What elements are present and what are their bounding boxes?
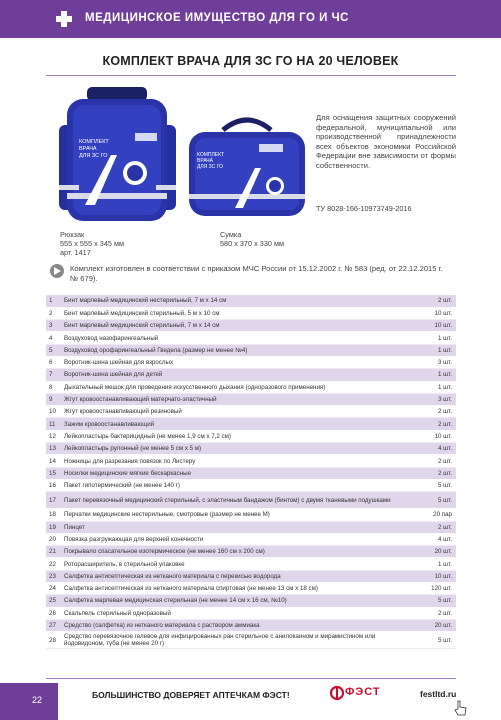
website-link[interactable]: festltd.ru [420, 689, 457, 699]
item-name: Воздуховод орофарингеальный Гведела (размер не менее №4) [60, 344, 406, 356]
item-quantity: 2 шт. [406, 521, 456, 533]
backpack-dims: 555 х 555 х 345 мм [60, 239, 124, 248]
backpack-caption [60, 230, 124, 257]
item-name: Скальпель стерильный одноразовый [60, 607, 406, 619]
item-number: 17 [46, 492, 60, 509]
table-row [46, 356, 456, 368]
table-row [46, 558, 456, 570]
item-quantity: 1 шт. [406, 558, 456, 570]
table-row [46, 583, 456, 595]
item-number: 9 [46, 393, 60, 405]
item-quantity: 3 шт. [406, 393, 456, 405]
item-quantity: 20 пар [406, 509, 456, 521]
item-number: 14 [46, 455, 60, 467]
item-quantity: 10 шт. [406, 430, 456, 442]
logo-text: ФЭСТ [345, 686, 381, 698]
table-row [46, 492, 456, 509]
item-quantity: 10 шт. [406, 320, 456, 332]
item-quantity: 1 шт. [406, 344, 456, 356]
backpack-print-line1: КОМПЛЕКТ [79, 139, 109, 145]
item-number: 16 [46, 479, 60, 491]
table-row [46, 533, 456, 545]
item-quantity: 2 шт. [406, 406, 456, 418]
description: Для оснащения защитных сооружений федеральной, муниципальной или производственной принадлежности всех объектов экономики Российской Федерации вне зависимости от формы собственности. [316, 113, 456, 170]
table-row [46, 369, 456, 381]
table-row [46, 455, 456, 467]
item-number: 15 [46, 467, 60, 479]
item-number: 28 [46, 632, 60, 649]
item-quantity: 4 шт. [406, 443, 456, 455]
page-number: 22 [32, 695, 43, 705]
table-row [46, 295, 456, 307]
duffel-bag-image [183, 110, 311, 220]
item-name: Пакет перевязочный медицинский стерильный, с эластичным бандажом (бинтом) с двумя тканевыми подушками [60, 492, 406, 509]
backpack-article: арт. 1417 [60, 248, 91, 257]
item-quantity: 10 шт. [406, 307, 456, 319]
hand-cursor-icon [454, 700, 468, 716]
item-name: Повязка разгружающая для верхней конечности [60, 533, 406, 545]
item-name: Салфетка марлевая медицинская стерильная (не менее 14 см х 16 см, №10) [60, 595, 406, 607]
table-row [46, 307, 456, 319]
item-name: Жгут кровоостанавливающий резиновый [60, 406, 406, 418]
table-row [46, 332, 456, 344]
bag-print-line3: ДЛЯ ЗС ГО [197, 164, 223, 170]
item-number: 25 [46, 595, 60, 607]
item-name: Перчатки медицинские нестерильные, смотровые (размер не менее М) [60, 509, 406, 521]
table-row [46, 393, 456, 405]
arrow-right-icon [50, 264, 64, 278]
table-row [46, 546, 456, 558]
item-number: 23 [46, 570, 60, 582]
table-row [46, 521, 456, 533]
table-row [46, 320, 456, 332]
item-number: 12 [46, 430, 60, 442]
item-number: 20 [46, 533, 60, 545]
section-header [0, 0, 501, 38]
item-name: Воротник-шина шейная для детей [60, 369, 406, 381]
item-quantity: 10 шт. [406, 570, 456, 582]
item-name: Ножницы для разрезания повязок по Листеру [60, 455, 406, 467]
item-number: 8 [46, 381, 60, 393]
table-row [46, 406, 456, 418]
item-name: Лейкопластырь бактерицидный (не менее 1,9 см х 7,2 см) [60, 430, 406, 442]
item-name: Средство перевязочное гелевое для инфицированных ран стерильное с анилокаином и мирамистином или йодовидоном, туба (не менее 20 г) [60, 632, 406, 649]
item-number: 2 [46, 307, 60, 319]
item-quantity: 2 шт. [406, 607, 456, 619]
backpack-print-line2: ВРАЧА [79, 146, 97, 152]
item-quantity: 3 шт. [406, 356, 456, 368]
item-name: Жгут кровоостанавливающий матерчато-эластичный [60, 393, 406, 405]
item-quantity: 2 шт. [406, 455, 456, 467]
item-name: Бинт марлевый медицинский нестерильный, 7 м х 14 см [60, 295, 406, 307]
item-number: 4 [46, 332, 60, 344]
item-number: 13 [46, 443, 60, 455]
item-number: 24 [46, 583, 60, 595]
item-name: Салфетка антисептическая из нетканого материала с перекисью водорода [60, 570, 406, 582]
item-number: 11 [46, 418, 60, 430]
item-quantity: 1 шт. [406, 369, 456, 381]
section-title: МЕДИЦИНСКОЕ ИМУЩЕСТВО ДЛЯ ГО И ЧС [85, 12, 349, 24]
item-name: Пакет гипотермический (не менее 140 г) [60, 479, 406, 491]
item-name: Воротник-шина шейная для взрослых [60, 356, 406, 368]
item-name: Покрывало спасательное изотермическое (не менее 160 см х 200 см) [60, 546, 406, 558]
item-quantity: 5 шт. [406, 632, 456, 649]
table-row [46, 418, 456, 430]
table-row [46, 467, 456, 479]
items-table [46, 295, 456, 649]
item-name: Зажим кровоостанавливающий [60, 418, 406, 430]
item-number: 18 [46, 509, 60, 521]
table-row [46, 632, 456, 649]
divider [46, 75, 456, 76]
bag-label: Сумка [220, 230, 242, 239]
item-number: 26 [46, 607, 60, 619]
table-row [46, 443, 456, 455]
item-quantity: 5 шт. [406, 595, 456, 607]
table-row [46, 509, 456, 521]
item-name: Носилки медицинские мягкие бескаркасные [60, 467, 406, 479]
item-number: 3 [46, 320, 60, 332]
order-note: Комплект изготовлен в соответствии с приказом МЧС России от 15.12.2002 г. № 583 (ред. от 22.12.2015 г. № 679). [70, 264, 443, 283]
item-name: Пинцет [60, 521, 406, 533]
item-name: Роторасширитель, в стерильной упаковке [60, 558, 406, 570]
table-row [46, 430, 456, 442]
table-row [46, 570, 456, 582]
item-number: 7 [46, 369, 60, 381]
bag-print-line1: КОМПЛЕКТ [197, 152, 225, 158]
page-number-tab [0, 683, 58, 720]
item-number: 27 [46, 619, 60, 631]
item-quantity: 20 шт. [406, 619, 456, 631]
table-row [46, 381, 456, 393]
item-quantity: 5 шт. [406, 492, 456, 509]
item-name: Воздуховод назофарингеальный [60, 332, 406, 344]
item-name: Бинт марлевый медицинский стерильный, 7 м х 14 см [60, 320, 406, 332]
item-quantity: 20 шт. [406, 546, 456, 558]
bag-print-line2: ВРАЧА [197, 158, 213, 164]
item-number: 22 [46, 558, 60, 570]
table-row [46, 607, 456, 619]
item-name: Дыхательный мешок для проведения искусственного дыхания (одноразового применения) [60, 381, 406, 393]
backpack-label: Рюкзак [60, 230, 85, 239]
item-number: 5 [46, 344, 60, 356]
item-quantity: 1 шт. [406, 332, 456, 344]
table-row [46, 344, 456, 356]
bag-caption [220, 230, 284, 248]
slogan: БОЛЬШИНСТВО ДОВЕРЯЕТ АПТЕЧКАМ ФЭСТ! [92, 690, 290, 700]
item-number: 10 [46, 406, 60, 418]
item-name: Средство (салфетка) из нетканого материала с раствором аммиака [60, 619, 406, 631]
item-quantity: 2 шт. [406, 418, 456, 430]
bag-dims: 580 х 370 х 330 мм [220, 239, 284, 248]
backpack-image [55, 85, 180, 225]
item-quantity: 1 шт. [406, 381, 456, 393]
table-row [46, 595, 456, 607]
backpack-print-line3: ДЛЯ ЗС ГО [79, 153, 108, 159]
item-quantity: 4 шт. [406, 533, 456, 545]
footer-divider [46, 678, 456, 679]
item-quantity: 120 шт. [406, 583, 456, 595]
medical-cross-icon [56, 11, 72, 27]
item-name: Лейкопластырь рулонный (не менее 5 см х 5 м) [60, 443, 406, 455]
item-name: Бинт марлевый медицинский стерильный, 5 м х 10 см [60, 307, 406, 319]
item-number: 19 [46, 521, 60, 533]
table-row [46, 479, 456, 491]
item-quantity: 2 шт. [406, 467, 456, 479]
item-number: 6 [46, 356, 60, 368]
table-row [46, 619, 456, 631]
item-name: Салфетка антисептическая из нетканого материала спиртовая (не менее 13 см х 18 см) [60, 583, 406, 595]
item-number: 1 [46, 295, 60, 307]
item-quantity: 5 шт. [406, 479, 456, 491]
item-quantity: 2 шт. [406, 295, 456, 307]
item-number: 21 [46, 546, 60, 558]
page-title: КОМПЛЕКТ ВРАЧА ДЛЯ ЗС ГО НА 20 ЧЕЛОВЕК [102, 54, 399, 68]
tech-spec-code: ТУ 8028-166-10973749-2016 [316, 204, 412, 213]
